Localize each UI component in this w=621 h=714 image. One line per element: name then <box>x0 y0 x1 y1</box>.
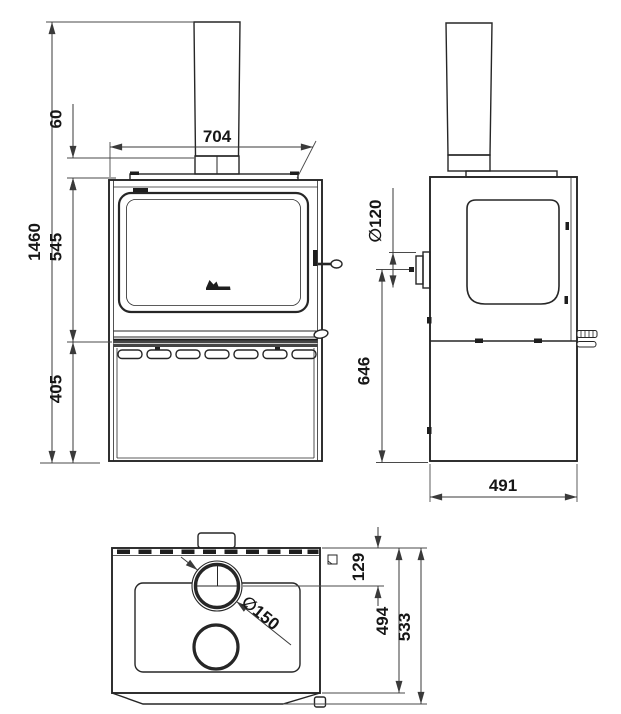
vent-slot <box>205 350 229 359</box>
top-front-lip <box>112 693 320 704</box>
top-secondary-opening <box>194 625 238 669</box>
dim-label-firebox-height: 545 <box>46 232 66 262</box>
front-top-plate-lip-right <box>290 172 299 176</box>
dim-label-base-height: 405 <box>46 374 66 404</box>
top-front-foot <box>315 697 326 707</box>
front-door-glass-frame <box>119 193 308 312</box>
dim-arrow-flue-diameter <box>181 557 198 570</box>
top-view-dimensions <box>181 527 427 704</box>
top-view <box>112 533 337 707</box>
front-latch-knob <box>313 329 328 340</box>
vent-dash <box>182 550 195 555</box>
dim-label-flue-centre-height: 646 <box>354 356 374 386</box>
vent-dash <box>139 550 152 555</box>
front-handle-knob <box>331 260 342 268</box>
front-door-hinge-mark <box>133 188 148 192</box>
vent-slot <box>234 350 258 359</box>
vent-slot <box>176 350 200 359</box>
vent-dash <box>268 550 281 555</box>
brand-logo <box>206 280 231 290</box>
side-view-dimensions <box>355 188 578 502</box>
dim-label-rear-flue-diameter: ∅120 <box>366 199 385 243</box>
vent-dash <box>117 550 130 555</box>
dim-label-collar-height: 60 <box>46 109 66 129</box>
side-rear-stud-lower <box>427 427 432 434</box>
side-body <box>430 177 577 461</box>
dim-label-depth-to-front: 494 <box>373 606 392 636</box>
rear-flue-spigot-flange <box>423 252 430 288</box>
top-vent-dashes <box>117 550 319 555</box>
vent-dash <box>308 550 319 555</box>
vent-dash <box>289 550 302 555</box>
side-door-pin-upper <box>566 222 570 230</box>
dim-label-overall-depth: 533 <box>395 612 414 642</box>
side-chimney-pipe <box>446 23 492 155</box>
side-division-tick <box>475 339 483 344</box>
dim-label-overall-height: 1460 <box>25 223 44 261</box>
side-latch-lever <box>577 342 596 348</box>
top-chimney-stub <box>198 533 235 548</box>
front-top-plate-lip-left <box>130 172 139 176</box>
dim-label-flue-offset: 129 <box>349 552 368 582</box>
vent-dash <box>160 550 173 555</box>
top-handle <box>328 555 337 564</box>
vent-slot <box>118 350 142 359</box>
extension-anchor-square <box>409 267 414 272</box>
side-rear-stud-upper <box>427 317 432 324</box>
side-door-pin-lower <box>565 296 569 304</box>
dim-label-flue-diameter: ∅150 <box>237 592 283 635</box>
front-body <box>109 180 322 461</box>
vent-slot <box>263 350 287 359</box>
side-flue-collar <box>448 155 490 171</box>
front-view-dimensions <box>25 22 316 463</box>
front-vent-slots <box>118 350 316 359</box>
front-view <box>109 22 342 461</box>
front-handle-base <box>313 250 318 266</box>
vent-slot <box>147 350 171 359</box>
side-division-tick <box>534 339 542 344</box>
dim-label-body-depth: 491 <box>488 476 518 495</box>
vent-dash <box>203 550 216 555</box>
side-window <box>467 200 559 304</box>
vent-slot <box>292 350 316 359</box>
rear-flue-spigot-pipe <box>416 256 423 284</box>
side-handle-grip <box>577 331 597 338</box>
side-view <box>416 23 597 461</box>
vent-dash <box>246 550 259 555</box>
vent-dash <box>225 550 238 555</box>
dim-label-overall-width: 704 <box>202 127 232 146</box>
